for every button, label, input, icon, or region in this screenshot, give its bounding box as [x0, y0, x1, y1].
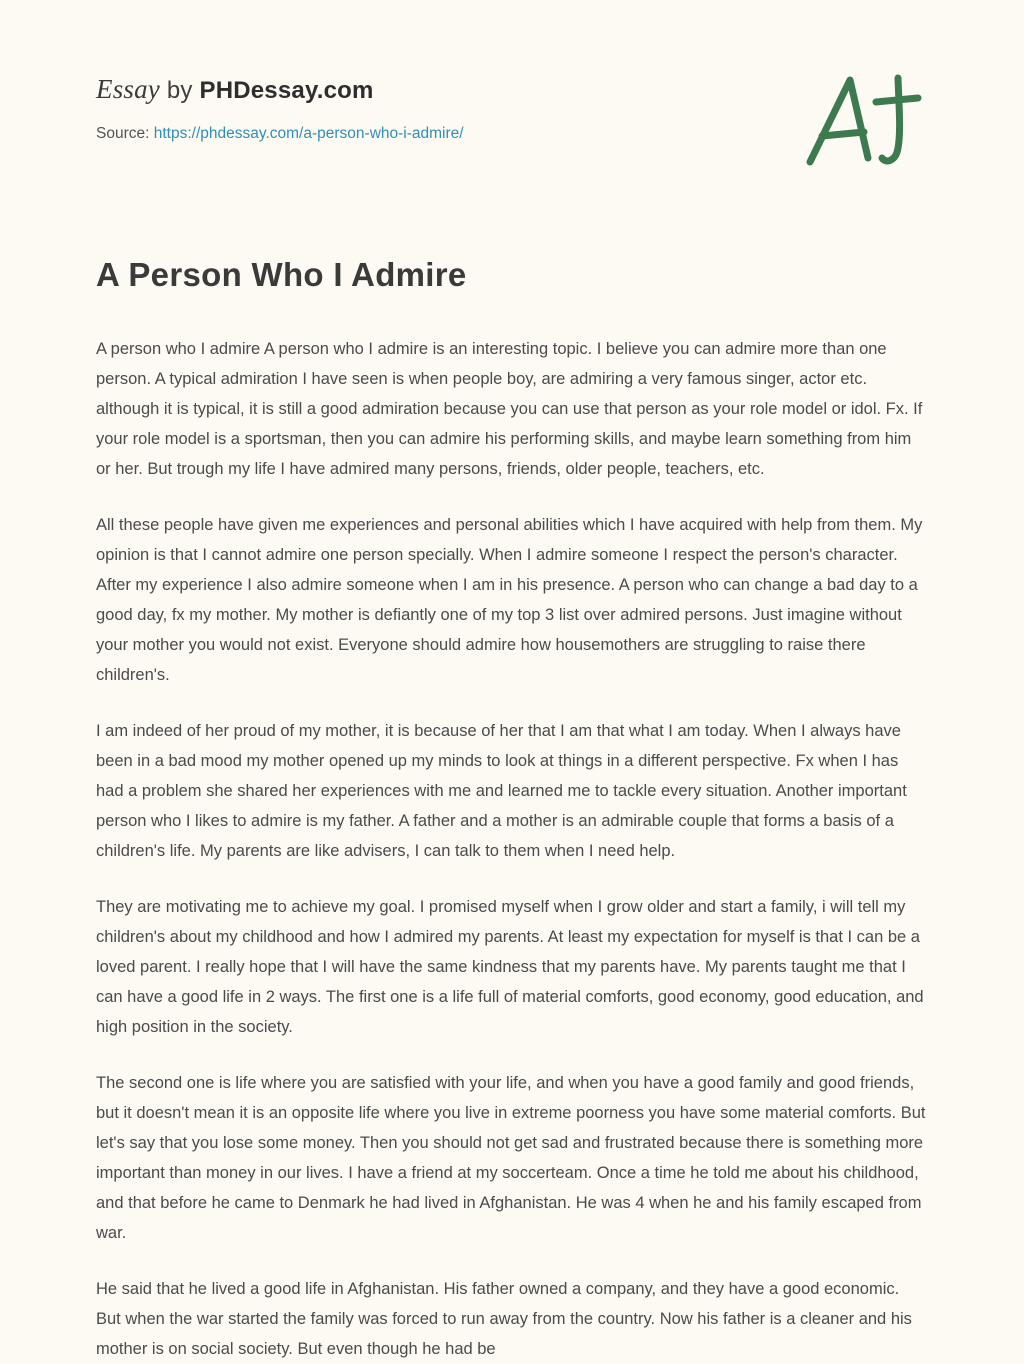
document-header	[96, 56, 928, 176]
paragraph: A person who I admire A person who I admire is an interesting topic. I believe you can admire more than one person. A typical admiration I have seen is when people boy, are admiring a very famous singer, actor etc. although it is typical, it is still a good admiration because you can use that person as your role model or idol. Fx. If your role model is a sportsman, then you can admire his performing skills, and maybe learn something from him or her. But trough my life I have admired many persons, friends, older people, teachers, etc.	[96, 340, 923, 478]
page-title: A Person Who I Admire	[96, 256, 467, 293]
source-url-link[interactable]: https://phdessay.com/a-person-who-i-admire/	[153, 125, 464, 142]
paragraph: The second one is life where you are satisfied with your life, and when you have a good family and good friends, but it doesn't mean it is an opposite life where you live in extreme poorness you have some material comforts. But let's say that you lose some money. Then you should not get sad and frustrated because there is something more important than money in our lives. I have a friend at my soccerteam. Once a time he told me about his childhood, and that before he came to Denmark he had lived in Afghanistan. He was 4 when he and his family escaped from war.	[96, 1074, 926, 1242]
a-plus-logo-icon	[798, 66, 928, 176]
source-label: Source:	[96, 125, 154, 142]
brand-essay-label: Essay	[96, 74, 160, 104]
paragraph: All these people have given me experiences and personal abilities which I have acquired with help from them. My opinion is that I cannot admire one person specially. When I admire someone I respect the person's character. After my experience I also admire someone when I am in his presence. A person who can change a bad day to a good day, fx my mother. My mother is defiantly one of my top 3 list over admired persons. Just imagine without your mother you would not exist. Everyone should admire how housemothers are struggling to raise there children's.	[96, 516, 923, 684]
paragraph: He said that he lived a good life in Afghanistan. His father owned a company, and they have a good economic. But when the war started the family was forced to run away from the country. Now his father is a cleaner and his mother is on social society. But even though he had be	[96, 1280, 912, 1358]
essay-body	[96, 334, 928, 1364]
brand-site-name: PHDessay.com	[199, 77, 374, 104]
paragraph: I am indeed of her proud of my mother, it is because of her that I am that what I am today. When I always have been in a bad mood my mother opened up my minds to look at things in a different perspective. Fx when I has had a problem she shared her experiences with me and learned me to tackle every situation. Another important person who I likes to admire is my father. A father and a mother is an admirable couple that forms a basis of a children's life. My parents are like advisers, I can talk to them when I need help.	[96, 722, 907, 860]
brand-by-label: by	[160, 77, 200, 104]
paragraph: They are motivating me to achieve my goal. I promised myself when I grow older and start a family, i will tell my children's about my childhood and how I admired my parents. At least my expectation for myself is that I can be a loved parent. I really hope that I will have the same kindness that my parents have. My parents taught me that I can have a good life in 2 ways. The first one is a life full of material comforts, good economy, good education, and high position in the society.	[96, 898, 924, 1036]
